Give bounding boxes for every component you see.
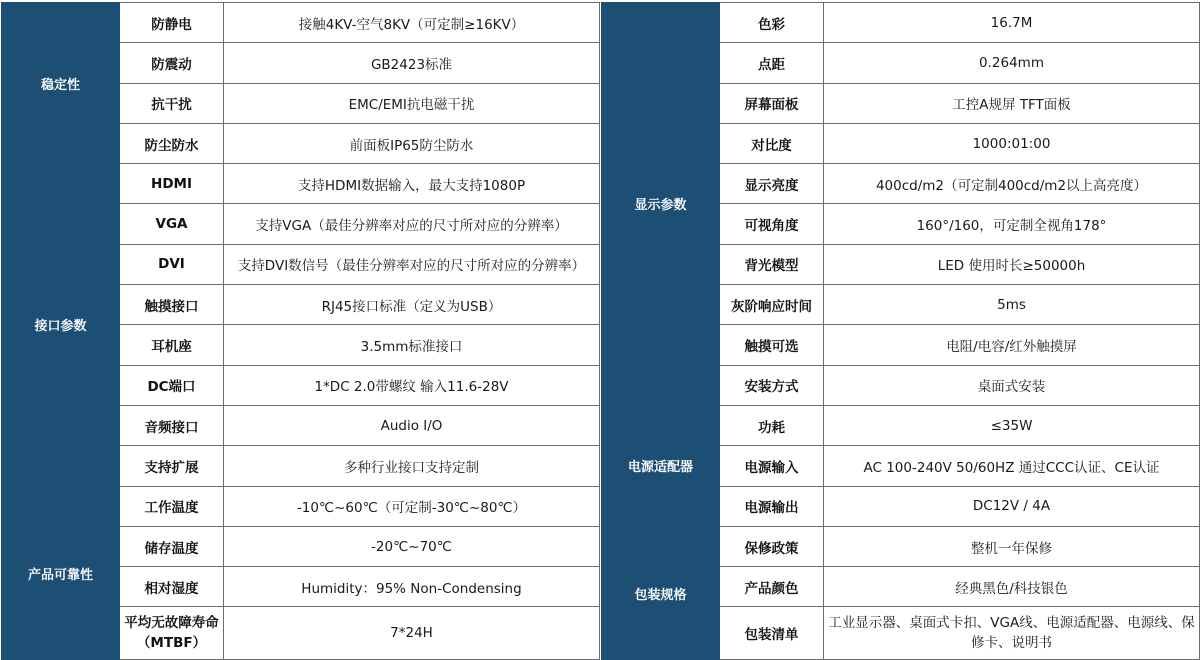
row-value: Humidity：95% Non-Condensing [224, 567, 600, 607]
table-row [2, 486, 600, 526]
row-value: 经典黑色/科技银色 [824, 567, 1200, 607]
row-value: 7*24H [224, 607, 600, 660]
row-value: 5ms [824, 285, 1200, 325]
row-label: 耳机座 [120, 325, 224, 365]
row-label: 显示亮度 [720, 164, 824, 204]
row-value: -10℃~60℃（可定制-30℃~80℃） [224, 486, 600, 526]
table-row [2, 3, 600, 43]
row-label: 安装方式 [720, 365, 824, 405]
row-label: 保修政策 [720, 526, 824, 566]
row-value: RJ45接口标准（定义为USB） [224, 285, 600, 325]
row-value: 1000:01:00 [824, 123, 1200, 163]
row-value: 支持DVI数信号（最佳分辨率对应的尺寸所对应的分辨率） [224, 244, 600, 284]
row-label: 点距 [720, 43, 824, 83]
row-value: 前面板IP65防尘防水 [224, 123, 600, 163]
row-value: DC12V / 4A [824, 486, 1200, 526]
row-value: 电阻/电容/红外触摸屏 [824, 325, 1200, 365]
row-label: 功耗 [720, 405, 824, 445]
row-label: 电源输出 [720, 486, 824, 526]
row-label: 触摸接口 [120, 285, 224, 325]
row-label: HDMI [120, 164, 224, 204]
row-value: 多种行业接口支持定制 [224, 446, 600, 486]
category-cell: 包装规格 [602, 526, 720, 660]
category-cell: 稳定性 [2, 3, 120, 164]
spec-table-left [1, 2, 600, 660]
row-label: 防尘防水 [120, 123, 224, 163]
table-row [602, 3, 1200, 43]
row-value: EMC/EMI抗电磁干扰 [224, 83, 600, 123]
category-cell: 电源适配器 [602, 405, 720, 526]
spec-table-right [601, 2, 1200, 660]
row-label: 色彩 [720, 3, 824, 43]
row-label: 屏幕面板 [720, 83, 824, 123]
row-value: ≤35W [824, 405, 1200, 445]
category-cell: 产品可靠性 [2, 486, 120, 660]
row-value: 1*DC 2.0带螺纹 输入11.6-28V [224, 365, 600, 405]
row-label: DC端口 [120, 365, 224, 405]
row-value: 160°/160，可定制全视角178° [824, 204, 1200, 244]
category-cell: 显示参数 [602, 3, 720, 406]
row-label: 产品颜色 [720, 567, 824, 607]
row-label: 抗干扰 [120, 83, 224, 123]
row-label: 防震动 [120, 43, 224, 83]
row-value: 400cd/m2（可定制400cd/m2以上高亮度） [824, 164, 1200, 204]
row-value: -20℃~70℃ [224, 526, 600, 566]
row-label: 电源输入 [720, 446, 824, 486]
row-value: 0.264mm [824, 43, 1200, 83]
row-label: 可视角度 [720, 204, 824, 244]
row-label: 平均无故障寿命（MTBF） [120, 607, 224, 660]
row-label: 防静电 [120, 3, 224, 43]
row-value: AC 100-240V 50/60HZ 通过CCC认证、CE认证 [824, 446, 1200, 486]
row-label: 储存温度 [120, 526, 224, 566]
row-value: GB2423标准 [224, 43, 600, 83]
row-value: 工控A规屏 TFT面板 [824, 83, 1200, 123]
table-row [2, 164, 600, 204]
row-value: LED 使用时长≥50000h [824, 244, 1200, 284]
row-value: 16.7M [824, 3, 1200, 43]
row-label: 音频接口 [120, 405, 224, 445]
category-cell: 接口参数 [2, 164, 120, 486]
row-label: DVI [120, 244, 224, 284]
row-value: 支持VGA（最佳分辨率对应的尺寸所对应的分辨率） [224, 204, 600, 244]
row-label: 对比度 [720, 123, 824, 163]
row-label: VGA [120, 204, 224, 244]
row-value: Audio I/O [224, 405, 600, 445]
table-row [602, 405, 1200, 445]
row-label: 支持扩展 [120, 446, 224, 486]
row-label: 相对湿度 [120, 567, 224, 607]
row-label: 包装清单 [720, 607, 824, 660]
row-value: 桌面式安装 [824, 365, 1200, 405]
table-row [602, 526, 1200, 566]
row-value: 支持HDMI数据输入，最大支持1080P [224, 164, 600, 204]
row-label: 工作温度 [120, 486, 224, 526]
row-label: 灰阶响应时间 [720, 285, 824, 325]
row-value: 接触4KV-空气8KV（可定制≥16KV） [224, 3, 600, 43]
row-value: 工业显示器、桌面式卡扣、VGA线、电源适配器、电源线、保修卡、说明书 [824, 607, 1200, 660]
row-label: 触摸可选 [720, 325, 824, 365]
row-value: 整机一年保修 [824, 526, 1200, 566]
row-value: 3.5mm标准接口 [224, 325, 600, 365]
row-label: 背光模型 [720, 244, 824, 284]
